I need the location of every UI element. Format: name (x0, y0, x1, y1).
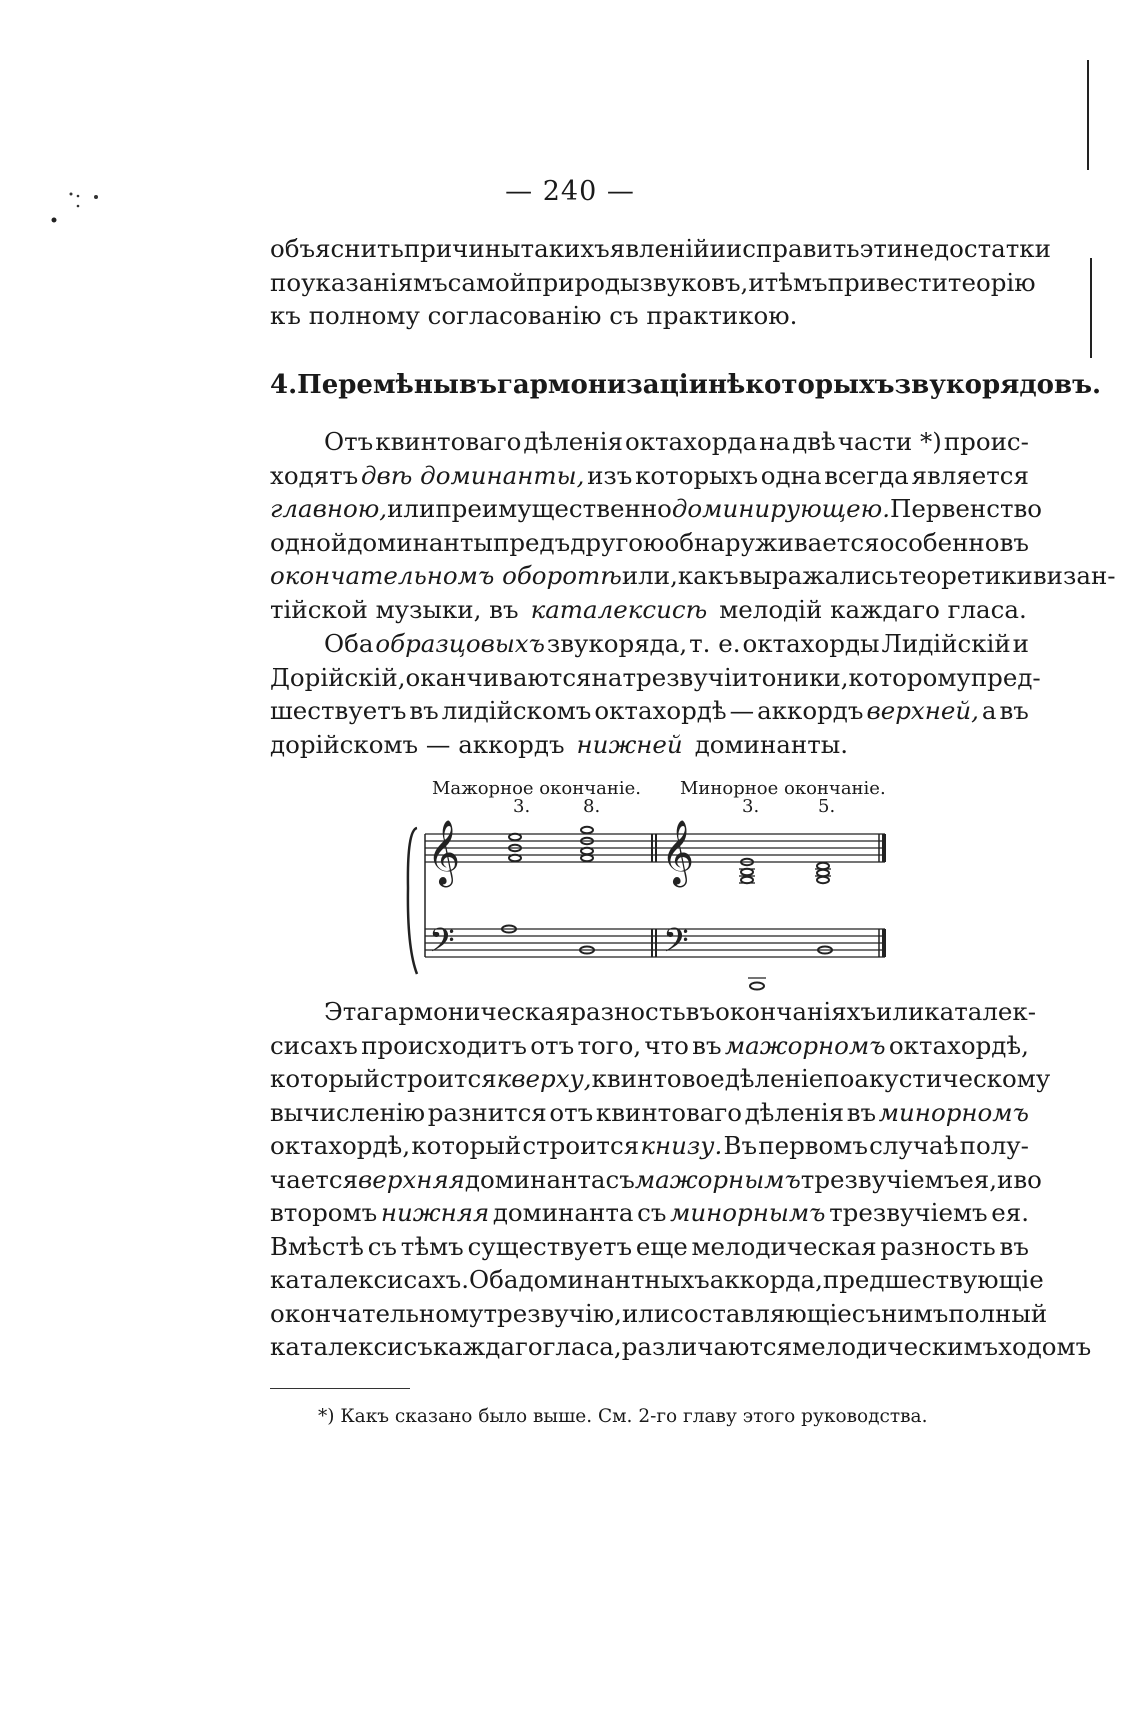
word: пред- (970, 662, 1041, 692)
word: всегда (824, 460, 909, 490)
word: указаніямъ (301, 267, 448, 297)
major-number-3: 3. (513, 796, 531, 817)
word: къ полному согласованію съ практикою. (270, 301, 798, 330)
heading-word: гармонизаціи (496, 370, 708, 400)
text-line (270, 1330, 1092, 1364)
word: каждаго (432, 1332, 543, 1361)
word: разнится (427, 1097, 547, 1127)
text-line (270, 593, 1029, 627)
word: вычисленію (270, 1097, 426, 1127)
word: которыхъ (635, 460, 759, 490)
page-edge-mark-bottom (1090, 258, 1092, 358)
word: образцовыхъ (375, 629, 545, 658)
bass-clef-1: 𝄢 (429, 922, 455, 968)
word: квинтоваго (375, 427, 522, 456)
text-line (270, 1196, 1029, 1230)
word: октахорда (624, 427, 758, 456)
page-edge-mark-top (1087, 60, 1089, 170)
word: явленій (609, 234, 710, 263)
word: что (644, 1030, 689, 1060)
word: гласа, (542, 1332, 622, 1361)
word: звуковъ, (639, 267, 749, 297)
heading-word: 4. (270, 370, 298, 400)
word: теорію (947, 267, 1036, 297)
word: различаются (621, 1332, 793, 1361)
word: двѣ доминанты, (360, 460, 585, 490)
word: на (759, 427, 791, 456)
word: такихъ (520, 234, 610, 263)
word: или (621, 1298, 671, 1328)
word: минорномъ (878, 1097, 1029, 1127)
word: Оба (324, 629, 374, 658)
word: доминантныхъ (518, 1265, 710, 1294)
word: на (591, 662, 623, 692)
word: тѣмъ (764, 267, 828, 297)
minor-number-3: 3. (742, 796, 760, 817)
word: или (876, 997, 925, 1026)
word: въ (999, 1231, 1029, 1261)
word: въ (409, 696, 439, 725)
minor-ending-label: Минорное окончаніе. (680, 778, 886, 799)
paragraph-3 (270, 995, 1092, 1364)
word: сисахъ (270, 1030, 358, 1060)
paragraph-2 (270, 627, 1041, 761)
word: строится (522, 1131, 640, 1160)
word: Дорійскій, (270, 662, 406, 692)
text-line (270, 459, 1029, 493)
word: во (1013, 1164, 1042, 1194)
word: ходомъ (998, 1332, 1092, 1361)
word: Оба (469, 1265, 519, 1294)
text-line (270, 1029, 1029, 1063)
word: мелодій каждаго гласа. (719, 594, 1027, 624)
word: октахордѣ (594, 696, 727, 725)
word: верхняя (358, 1164, 465, 1194)
word: въ (999, 527, 1029, 557)
word: или (387, 494, 436, 523)
word: нимъ (881, 1298, 949, 1328)
word: которому (848, 662, 971, 692)
ledger-lines (739, 869, 831, 978)
word: части *) (837, 427, 942, 456)
word: мелодическимъ (792, 1332, 999, 1361)
word: проис- (943, 427, 1029, 456)
word: квинтовое (591, 1064, 725, 1093)
word: минорнымъ (670, 1198, 826, 1227)
intro-paragraph (270, 232, 1051, 333)
word: недостатки (903, 234, 1051, 263)
word: мажорномъ (724, 1030, 886, 1060)
word: является (911, 460, 1029, 490)
bass-clef-2: 𝄢 (663, 922, 689, 968)
word: отъ (549, 1097, 594, 1127)
word: нижней (576, 729, 683, 759)
word: шествуетъ (270, 696, 407, 725)
word: окончательному (270, 1298, 484, 1328)
word: происходитъ (361, 1030, 527, 1060)
word: объяснить (270, 234, 404, 263)
word: мажорнымъ (634, 1164, 801, 1194)
word: теоретики (898, 561, 1033, 590)
word: ходятъ (270, 460, 359, 490)
word: полу- (959, 1131, 1029, 1160)
word: чается (270, 1164, 359, 1194)
heading-word: звукорядовъ. (894, 370, 1102, 400)
word: октахорды (742, 629, 880, 658)
footnote: *) Какъ сказано было выше. См. 2-го главу этого руководства. (318, 1406, 928, 1427)
middle-barline (652, 834, 656, 957)
text-line (270, 1230, 1029, 1264)
word: каталексисѣ (530, 594, 708, 624)
word: доминанты. (694, 729, 849, 759)
word: ея. (991, 1198, 1029, 1227)
text-line (270, 266, 1036, 300)
heading-word: въ (458, 370, 497, 400)
word: исправить (725, 234, 860, 263)
word: окончаніяхъ (715, 997, 877, 1026)
word: природы (526, 267, 640, 297)
word: и (748, 267, 765, 297)
text-line (270, 232, 1051, 266)
treble-clef-2: 𝄞 (661, 820, 695, 885)
word: каталексисъ (270, 1332, 433, 1361)
text-line (270, 425, 1029, 459)
word: составляющіе (670, 1298, 852, 1328)
word: какъ (677, 561, 739, 590)
word: — (729, 696, 755, 725)
word: существуетъ (467, 1231, 633, 1261)
word: эти (859, 234, 904, 263)
word: лидійскомъ (441, 696, 592, 725)
word: того, (577, 1030, 642, 1060)
word: случаѣ (869, 1131, 959, 1160)
word: Отъ (324, 427, 374, 456)
word: въ (685, 997, 716, 1026)
word: доминанта (492, 1198, 634, 1227)
word: доминирующею. (671, 494, 891, 523)
word: разность (570, 997, 686, 1026)
word: октахордѣ, (270, 1131, 411, 1160)
word: одна (760, 460, 822, 490)
text-line (270, 1096, 1029, 1130)
text-line (270, 995, 1037, 1029)
word: главною, (270, 494, 388, 523)
word: трезвучіемъ (829, 1198, 988, 1227)
brace (408, 828, 417, 974)
word: Лидійскій (881, 629, 1011, 658)
word: второмъ (270, 1198, 378, 1227)
text-line (270, 1297, 1048, 1331)
word: строится (379, 1064, 497, 1093)
word: и (1012, 629, 1029, 658)
word: и (709, 234, 726, 263)
word: доминанта (464, 1164, 606, 1194)
text-line (270, 526, 1029, 560)
text-line (270, 559, 1116, 593)
word: аккорда, (709, 1265, 823, 1294)
music-example (405, 778, 905, 996)
word: акустическому (854, 1064, 1051, 1093)
word: разность (880, 1231, 996, 1261)
text-line (270, 1163, 1042, 1197)
word: по (823, 1064, 855, 1093)
word: предъ (492, 527, 571, 557)
word: съ (605, 1164, 635, 1194)
word: окончательномъ оборотѣ (270, 561, 622, 590)
heading-word: нѣкоторыхъ (707, 370, 895, 400)
word: привести (827, 267, 948, 297)
word: одной (270, 527, 348, 557)
word: другою (570, 527, 665, 557)
word: трезвучіи (622, 662, 749, 692)
paragraph-1 (270, 425, 1116, 626)
word: и (997, 1164, 1014, 1194)
text-line (270, 299, 1029, 333)
word: тѣмъ (400, 1231, 464, 1261)
word: а (981, 696, 997, 725)
word: дорійскомъ — аккордъ (270, 729, 565, 759)
word: предшествующіе (822, 1265, 1044, 1294)
word: кверху, (496, 1064, 592, 1093)
word: тоники, (748, 662, 849, 692)
word: по (270, 267, 302, 297)
section-heading (270, 370, 1102, 400)
word: дѣленія (744, 1097, 845, 1127)
word: Въ (723, 1131, 758, 1160)
word: мелодическая (691, 1231, 877, 1261)
text-line (270, 1263, 1044, 1297)
final-barline (879, 834, 884, 957)
word: каталек- (924, 997, 1037, 1026)
major-ending-label: Мажорное окончаніе. (432, 778, 641, 799)
word: который (411, 1131, 522, 1160)
word: особенно (879, 527, 1000, 557)
word: нижняя (380, 1198, 490, 1227)
text-line (270, 661, 1041, 695)
word: съ (851, 1298, 882, 1328)
word: октахордѣ, (888, 1030, 1029, 1060)
word: доминанты (347, 527, 493, 557)
word: Первенство (890, 494, 1043, 523)
word: въ (692, 1030, 722, 1060)
word: двѣ (792, 427, 836, 456)
word: верхней, (866, 696, 979, 725)
text-line (270, 728, 1029, 762)
word: выражались (738, 561, 899, 590)
word: или, (621, 561, 678, 590)
word: въ (846, 1097, 877, 1127)
word: отъ (530, 1030, 575, 1060)
word: дѣленія (523, 427, 623, 456)
minor-number-5: 5. (818, 796, 836, 817)
text-line (270, 1129, 1029, 1163)
word: звукоряда, (546, 629, 688, 658)
word: т. е. (689, 629, 741, 658)
word: аккордъ (757, 696, 864, 725)
text-line (270, 627, 1029, 661)
word: въ (999, 696, 1029, 725)
word: еще (635, 1231, 688, 1261)
word: оканчиваются (405, 662, 592, 692)
word: дѣленіе (724, 1064, 824, 1093)
word: причины (403, 234, 521, 263)
word: преимущественно (435, 494, 672, 523)
word: изъ (587, 460, 633, 490)
word: Эта (324, 997, 371, 1026)
footnote-rule (270, 1388, 410, 1389)
treble-clef-1: 𝄞 (427, 820, 461, 885)
page-number: — 240 — (505, 176, 635, 207)
word: полный (948, 1298, 1048, 1328)
word: обнаруживается (664, 527, 880, 557)
word: трезвучіемъ (800, 1164, 960, 1194)
word: первомъ (758, 1131, 868, 1160)
word: самой (447, 267, 527, 297)
word: ея, (959, 1164, 998, 1194)
text-line (270, 694, 1029, 728)
word: съ (637, 1198, 667, 1227)
score-svg (405, 778, 905, 996)
text-line (270, 492, 1043, 526)
word: гармоническая (370, 997, 571, 1026)
word: трезвучію, (483, 1298, 622, 1328)
word: тійской музыки, въ (270, 594, 519, 624)
word: квинтоваго (595, 1097, 742, 1127)
word: съ (367, 1231, 397, 1261)
heading-word: Перемѣны (297, 370, 459, 400)
word: который (270, 1064, 380, 1093)
word: Вмѣстѣ (270, 1231, 364, 1261)
word: визан- (1032, 561, 1116, 590)
word: книзу. (640, 1131, 723, 1160)
word: каталексисахъ. (270, 1265, 470, 1294)
major-number-8: 8. (583, 796, 601, 817)
text-line (270, 1062, 1051, 1096)
